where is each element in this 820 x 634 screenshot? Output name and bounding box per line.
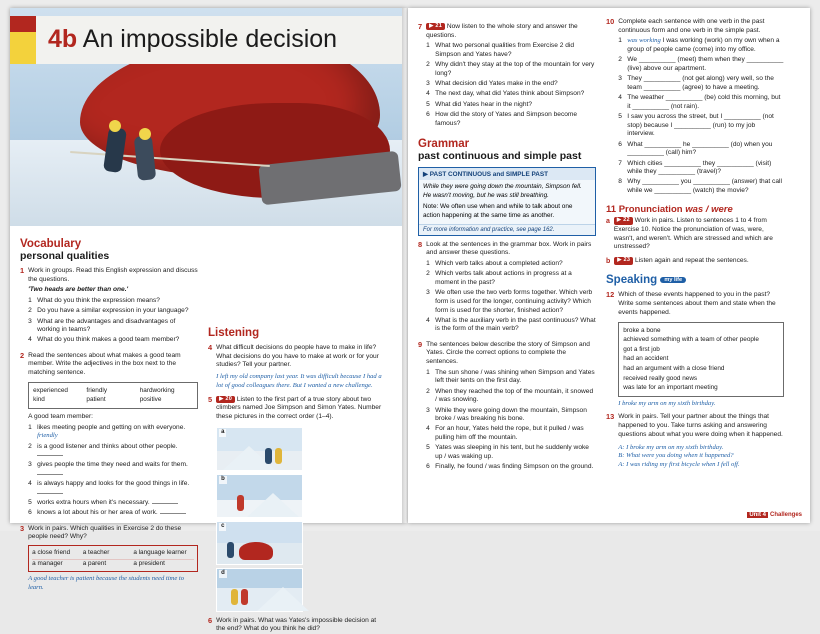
exercise-4 [208,344,386,391]
exercise-number: 7 [418,22,423,31]
pronunciation-topic: was / were [685,204,733,216]
climber-figure [275,448,282,464]
exercise-9-items: 1 The sun shone / was shining when Simpson and Yates left their tents on the first day. 2 When they reached the top of the mountain, it snowed / was snowing. 3 While they were going down the mountain, Simpson broke / was breaking his bone. 4 For an hour, Yates held the rope, but it pulled / was pulling him off the mountain. 5 Yates was sleeping in his tent, but he suddenly woke up / was waking up. 6 Finally, he found / was finding Simpson on the ground. [426,368,595,471]
exercise-12-instruction: Which of these events happened to you in the past? Write some sentences about them and state when the events happened. [618,291,776,316]
grammar-box-note: Note: We often use when and while to talk about one action happening at the same time as another. [423,202,573,219]
footer-unit: Unit 4 [749,512,766,518]
question-item: Which verb talks about a completed action? [435,260,563,268]
exercise-number: 13 [606,412,615,422]
question-item: What decision did Yates make in the end? [435,80,558,88]
exercise-12-example: I broke my arm on my sixth birthday. [618,399,716,407]
word-box-item: friendly [86,386,108,394]
exercise-number: 10 [606,17,615,26]
right-page [408,8,810,523]
audio-track-badge[interactable]: ▶ 22 [614,217,633,224]
exercise-1 [20,267,198,347]
color-swatch-red [10,16,36,32]
sentence-item: I was working (work) on my own when a group of people came (come) into my office. [627,37,780,54]
exercise-6-instruction: Work in pairs. What was Yates's impossible decision at the end? What do you think he did? [216,616,377,633]
exercise-13-instruction: Work in pairs. Tell your partner about the things that happened to you. Take turns asking and answering questions about what you were doing when it happened. [618,413,783,438]
event-item: broke a bone [623,326,661,334]
helmet-icon [139,128,151,140]
sentence-item[interactable]: I saw you across the street, but I __________ (not stop) because I __________ (run) to my job interview. [627,113,774,138]
word-box-item: hardworking [139,386,175,394]
exercise-9-instruction: The sentences below describe the story of Simpson and Yates. Circle the correct options to complete the sentences. [426,340,590,366]
picture-label: d [221,569,225,576]
helmet-icon [109,120,121,132]
question-item: The next day, what did Yates think about Simpson? [435,90,585,98]
event-item: had an accident [623,355,669,363]
climber-figure [265,448,272,464]
exercise-1-questions: 1 What do you think the expression means? 2 Do you have a similar expression in your language? 3 What are the advantages and disadvantages of working in teams? 4 What do you think makes a good team member? [28,297,189,344]
question-item: What do you think the expression means? [37,297,160,305]
page-title [48,25,337,54]
red-tent-shape [239,542,273,560]
section-heading-pronunciation [606,204,784,215]
exercise-3 [20,525,198,593]
exercise-10-instruction: Complete each sentence with one verb in the past continuous form and one verb in the simple past. [618,18,765,34]
event-item: got a first job [623,345,660,353]
my-life-badge: my life [660,277,686,283]
exercise-3-example: A good teacher is patient because the students need time to learn. [28,575,185,591]
word-box-adjectives [28,382,198,409]
mountain-shape [257,587,309,611]
audio-track-badge[interactable]: ▶ 21 [426,23,445,30]
exercise-5-instruction: Listen to the first part of a true story about two climbers named Joe Simpson and Simon Yates. Number these pictures in the correct order (1–4). [216,395,382,420]
exercise-5 [208,396,386,612]
sentence-item[interactable]: We __________ (meet) them when they __________ (live) above our apartment. [627,56,784,73]
grammar-box-example: While they were going down the mountain, Simpson fell. He wasn't moving, but he was still breathing. [423,182,582,199]
table-cell: a manager [32,560,63,568]
exercise-1-instruction: Work in groups. Read this English expression and discuss the questions. [28,267,198,283]
exercise-number: 9 [418,339,423,349]
picture-label: c [221,522,225,529]
question-item: What do you think makes a good team member? [37,336,180,344]
pronunciation-b-instruction: Listen again and repeat the sentences. [635,257,749,265]
question-item: How did the story of Yates and Simpson become famous? [435,110,578,127]
picture-a[interactable] [216,427,303,471]
section-subheading-personal-qualities: personal qualities [20,250,110,262]
sentence-item: works extra hours when it's necessary. [37,499,150,507]
sentence-item[interactable]: Why __________ you __________ (answer) that call while we __________ (watch) the movie? [627,178,782,195]
climber-figure [227,542,234,558]
handwritten-answer: was working [627,37,661,45]
people-table [28,545,198,572]
exercise-13 [606,413,784,469]
exercise-number: 3 [20,523,25,533]
sentence-item[interactable]: They __________ (not get along) very well, so the team __________ (agree) to have a meeting. [627,75,774,91]
table-cell: a president [133,560,165,568]
exercise-number: 11 [606,204,617,216]
grammar-box [418,167,596,236]
hero-photo-climbers [10,8,406,226]
part-letter: a [606,218,610,226]
right-column-1 [418,18,596,473]
sentence-item: gives people the time they need and waits for them. [37,461,188,469]
audio-track-badge[interactable]: ▶ 20 [216,396,235,403]
question-item: What is the auxiliary verb in the past continuous? What is the form of the main verb? [435,316,596,333]
question-item: Why didn't they stay at the top of the mountain for very long? [435,61,595,78]
exercise-2-items: 1 likes meeting people and getting on with everyone. friendly 2 is a good listener and thinks about other people. 3 gives people the time they need and waits for them. 4 is always happy and looks for the good things in life. 5 works extra hours when it's necessary. 6 knows a lot about his or her area of work. [28,423,190,517]
sentence-item[interactable]: For an hour, Yates held the rope, but it pulled / was pulling him off the mountain. [435,425,584,442]
section-subheading-grammar: past continuous and simple past [418,149,582,162]
exercise-2-instruction: Read the sentences about what makes a good team member. Write the adjectives in the box next to the matching sentence. [28,351,181,377]
sentence-item[interactable]: Finally, he found / was finding Simpson on the ground. [435,463,594,471]
exercise-10-items: 1 was working I was working (work) on my own when a group of people came (come) into my office. 2 We __________ (meet) them when they __________ (live) above our apartment. 3 They __________ (not get along) very well, so the team __________ (agree) to have a meeting. 4 The weather __________ (be) cold this morning, but it __________ (not rain). 5 I saw you across the street, but I __________ (not stop) because I __________ (run) to my job interview. 6 What __________ he __________ (do) when you __________ (call) him? 7 Which cities __________ they __________ (visit) while they __________ (travel)? 8 Why __________ you __________ (answer) that call while we __________ (watch) the movie? [618,37,784,195]
climber-figure [231,589,238,605]
exercise-4-instruction: What difficult decisions do people have to make in life? What decisions do you have to make at work or for your studies? Tell your partner. [216,344,379,369]
sentence-item: is always happy and looks for the good things in life. [37,480,190,488]
left-column-2 [208,232,386,634]
unit-title-bar [10,16,406,64]
word-box-item: patient [86,396,106,404]
exercise-number: 4 [208,343,213,352]
exercise-6 [208,617,386,634]
event-item: achieved something with a team of other people [623,336,759,344]
exercise-1-quote: 'Two heads are better than one.' [28,286,129,294]
table-cell: a teacher [83,548,134,560]
exercise-10 [606,18,784,197]
pronunciation-part-a [606,217,784,252]
word-box-item: kind [33,396,45,404]
part-letter: b [606,258,611,266]
left-page [10,8,406,633]
answer-blank[interactable] [152,503,178,504]
mountain-shape [247,493,299,517]
section-heading-vocabulary: Vocabulary [20,238,82,250]
dialogue-line: B: What were you doing when it happened? [618,452,734,460]
sentence-item: is a good listener and thinks about other people. [37,442,178,450]
exercise-number: 12 [606,290,615,300]
sentence-item: knows a lot about his or her area of work. [37,509,158,517]
climber-figure [237,495,244,511]
exercise-number: 8 [418,239,423,249]
exercise-number: 2 [20,350,25,360]
right-columns [408,8,810,473]
exercise-number: 6 [208,615,213,625]
exercise-number: 5 [208,394,213,404]
picture-grid [216,427,386,612]
speaking-label: Speaking [606,274,658,287]
word-box-item: experienced [33,386,68,394]
section-heading-speaking [606,274,784,286]
picture-b[interactable] [216,474,303,518]
dialogue-line: A: I was riding my first bicycle when I fell off. [618,461,740,468]
audio-track-badge[interactable]: ▶ 23 [614,257,633,264]
sentence-item[interactable]: What __________ he __________ (do) when you __________ (call) him? [627,140,773,157]
unit-number: 4b [48,25,78,53]
sentence-item[interactable]: Which cities __________ they __________ (visit) while they __________ (travel)? [627,159,772,176]
picture-c[interactable] [216,521,303,565]
exercise-number: 1 [20,266,25,275]
events-box [618,322,784,397]
sentence-item[interactable]: Yates was sleeping in his tent, but he suddenly woke up / was waking up. [435,444,589,461]
exercise-7-instruction: Now listen to the whole story and answer the questions. [426,23,578,39]
exercise-4-example: I left my old company last year. It was difficult because I had a lot of good colleagues there. But I wanted a new challenge. [216,373,382,389]
handwritten-answer: friendly [37,432,58,440]
pronunciation-a-instruction: Work in pairs. Listen to sentences 1 to 4 from Exercise 10. Notice the pronunciation of was, were, wasn't, and weren't. Which are stressed and which are unstressed? [613,217,773,251]
right-column-2 [606,18,784,473]
question-item: What two personal qualities from Exercise 2 did Simpson and Yates have? [435,42,575,59]
answer-blank[interactable] [37,474,63,475]
exercise-8-instruction: Look at the sentences in the grammar box. Work in pairs and answer these questions. [426,240,592,257]
table-cell: a parent [82,560,107,568]
sentence-item[interactable]: While they were going down the mountain, Simpson broke / was breaking his bone. [435,406,587,423]
page-footer [747,512,802,518]
exercise-8 [418,241,596,336]
dialogue-line: A: I broke my arm on my sixth birthday. [618,443,724,451]
left-column-1 [20,232,198,634]
unit-title: An impossible decision [82,25,338,53]
table-cell: a close friend [32,548,83,560]
pronunciation-part-b [606,257,784,266]
answer-blank[interactable] [160,513,186,514]
event-item: was late for an important meeting [623,384,718,392]
table-cell: a language learner [133,548,194,560]
exercise-12 [606,291,784,408]
word-box-item: positive [139,396,162,404]
sentence-item: likes meeting people and getting on with everyone. [37,423,186,431]
question-item: We often use the two verb forms together. Which verb form is used for the longer, continuing activity? Which form is used for the shorter, finished action? [435,289,593,314]
exercise-2-list-title: A good team member: [28,412,93,420]
pronunciation-label: Pronunciation [618,204,683,216]
question-item: What did Yates hear in the night? [435,100,533,108]
exercise-8-questions: 1 Which verb talks about a completed action? 2 Which verbs talk about actions in progress at a moment in the past? 3 We often use the two verb forms together. Which verb form is used for the longer, continuing activity? Which form is used for the shorter, finished action? 4 What is the auxiliary verb in the past continuous? What is the form of the main verb? [426,260,596,333]
section-heading-grammar: Grammar [418,137,470,150]
section-heading-listening: Listening [208,327,260,339]
picture-label: a [221,428,225,435]
exercise-7-questions: 1 What two personal qualities from Exercise 2 did Simpson and Yates have? 2 Why didn't they stay at the top of the mountain for very long? 3 What decision did Yates make in the end? 4 The next day, what did Yates think about Simpson? 5 What did Yates hear in the night? 6 How did the story of Yates and Simpson become famous? [426,42,595,127]
sentence-item[interactable]: When they reached the top of the mountain, it snowed / was snowing. [435,387,594,404]
exercise-2 [20,352,198,520]
answer-blank[interactable] [37,493,63,494]
question-item: Do you have a similar expression in your language? [37,307,189,315]
picture-label: b [221,475,225,482]
exercise-9 [418,341,596,474]
sentence-item[interactable]: The weather __________ (be) cold this morning, but it __________ (not rain). [627,94,781,110]
question-item: Which verbs talk about actions in progress at a moment in the past? [435,270,572,286]
answer-blank[interactable] [37,455,63,456]
question-item: What are the advantages and disadvantages of working in teams? [37,317,176,334]
sentence-item[interactable]: The sun shone / was shining when Simpson and Yates left their tents on the first day. [435,368,595,385]
event-item: received really good news [623,374,698,382]
left-columns [10,226,406,634]
climber-figure [241,589,248,605]
exercise-3-instruction: Work in pairs. Which qualities in Exercise 2 do these people need? Why? [28,524,182,541]
picture-d[interactable] [216,568,303,612]
grammar-box-title: ▶ PAST CONTINUOUS and SIMPLE PAST [419,168,595,180]
grammar-box-reference: For more information and practice, see page 162. [419,224,595,235]
event-item: had an argument with a close friend [623,364,725,372]
exercise-7 [418,23,596,130]
footer-topic: Challenges [769,512,802,518]
